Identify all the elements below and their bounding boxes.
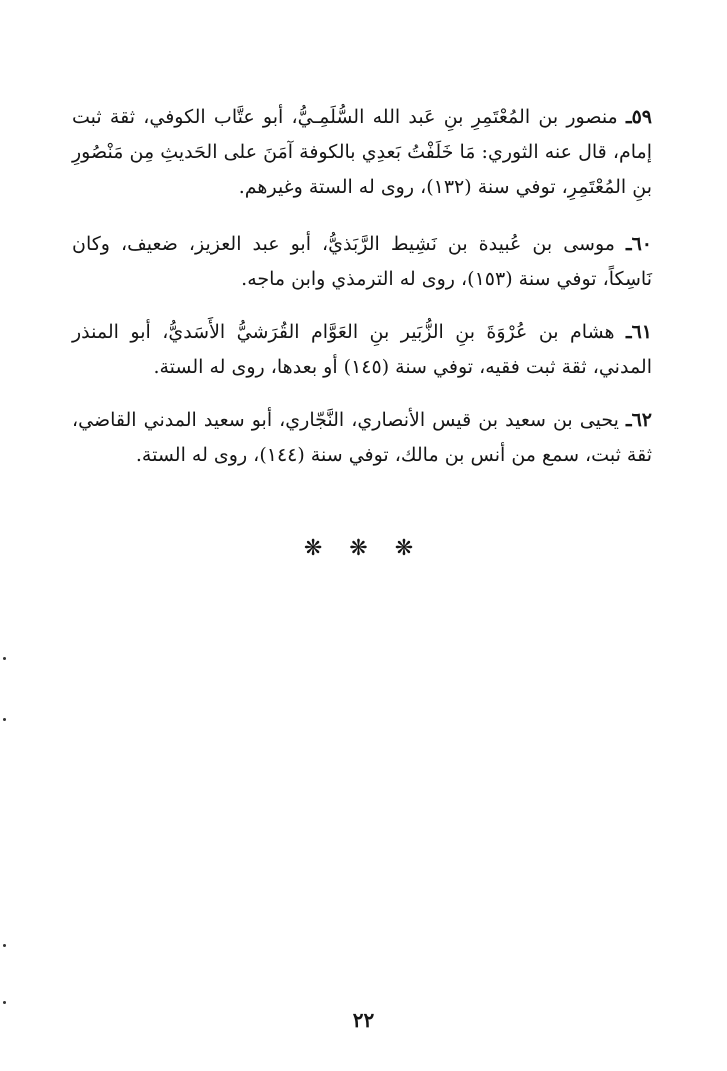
section-separator: ❋ ❋ ❋ (303, 536, 424, 561)
page-number: ٢٢ (352, 1008, 375, 1032)
biography-entry-59 (72, 100, 652, 205)
entry-number: ٦٠ـ (626, 233, 652, 255)
scan-speck (3, 657, 6, 660)
biography-entry-61 (72, 315, 652, 385)
entry-text: موسى بن عُبيدة بن نَشِيط الرَّبَذيُّ، أبو عبد العزيز، ضعيف، وكان نَاسِكاً، توفي سنة (١٥٣)، روى له الترمذي وابن ماجه. (72, 233, 652, 290)
entry-text: يحيى بن سعيد بن قيس الأنصاري، النَّجّاري، أبو سعيد المدني القاضي، ثقة ثبت، سمع من أنس بن مالك، توفي سنة (١٤٤)، روى له الستة. (72, 409, 652, 466)
biography-entry-60 (72, 227, 652, 297)
entry-number: ٥٩ـ (625, 106, 652, 128)
scan-speck (3, 1001, 6, 1004)
entry-text: هشام بن عُرْوَةَ بنِ الزُّبَير بنِ العَوَّام القُرَشيُّ الأَسَديُّ، أبو المنذر المدني، ثقة ثبت فقيه، توفي سنة (١٤٥) أو بعدها، روى له الستة. (72, 321, 652, 378)
entry-number: ٦١ـ (626, 321, 652, 343)
biography-entry-62 (72, 403, 652, 473)
entry-number: ٦٢ـ (626, 409, 652, 431)
scan-speck (3, 944, 6, 947)
scan-speck (3, 718, 6, 721)
entry-text: منصور بن المُعْتَمِرِ بنِ عَبد الله السُّلَمِـيُّ، أبو عتَّاب الكوفي، ثقة ثبت إمام، قال عنه الثوري: مَا خَلَفْتُ بَعدِي بالكوفة آمَنَ على الحَديثِ مِن مَنْصُورِ بنِ المُعْتَمِرِ، توفي سنة (١٣٢)، روى له الستة وغيرهم. (72, 106, 652, 198)
